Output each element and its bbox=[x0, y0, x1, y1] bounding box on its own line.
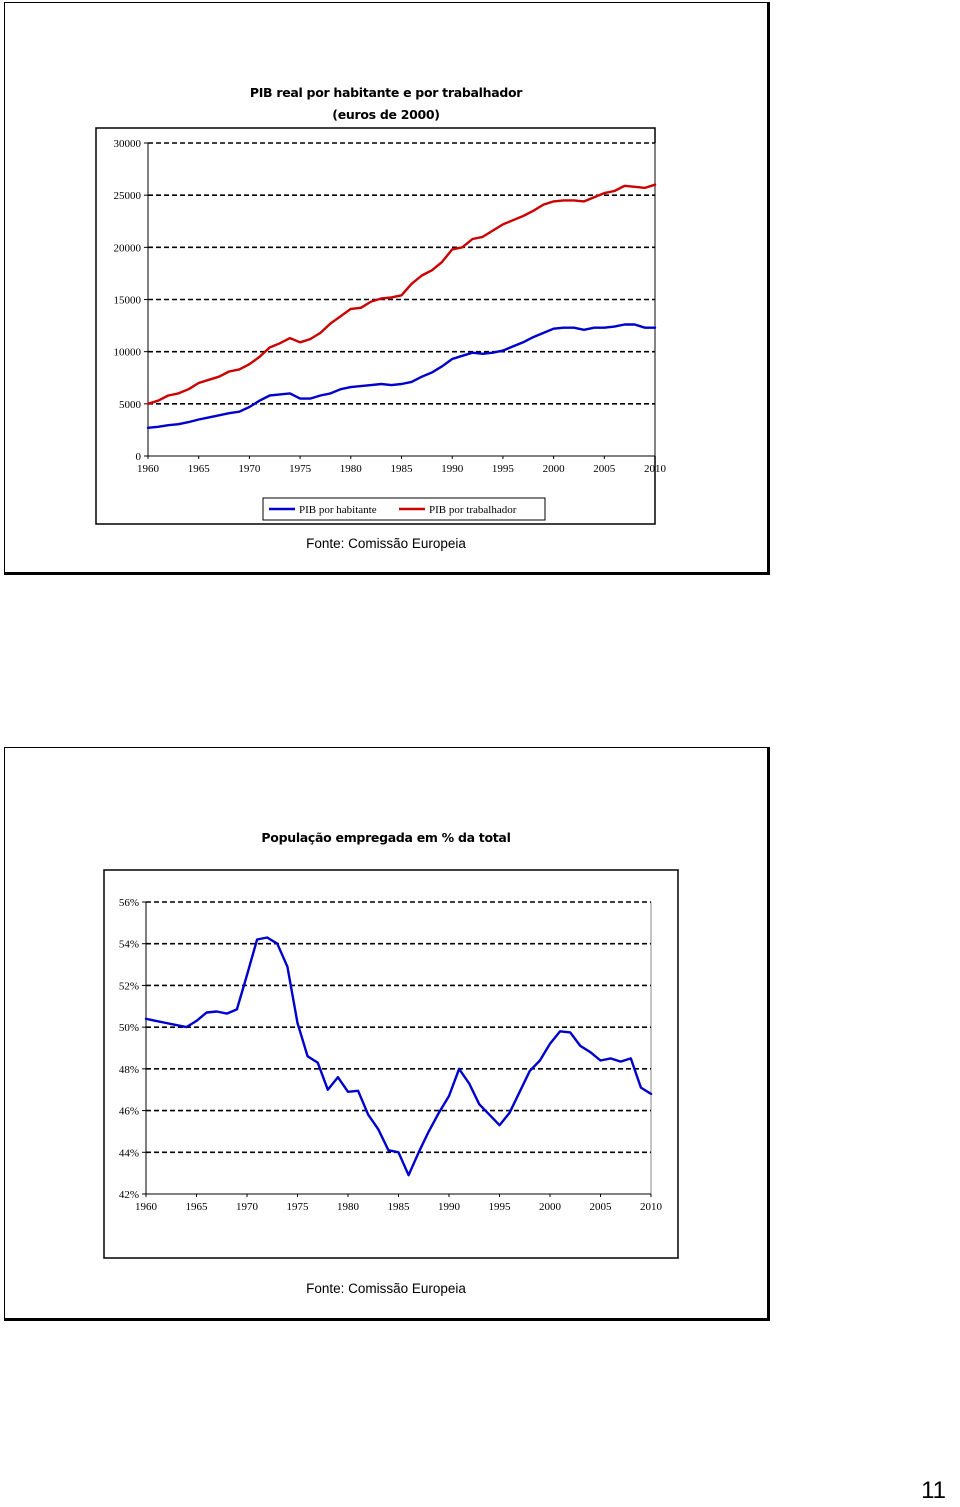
series-line bbox=[146, 938, 651, 1176]
chart-frame bbox=[96, 128, 655, 524]
y-tick-label: 56% bbox=[118, 897, 139, 909]
y-tick-label: 10000 bbox=[113, 346, 141, 359]
y-tick-label: 0 bbox=[135, 451, 141, 463]
chart-title: População empregada em % da total bbox=[261, 830, 511, 845]
y-tick-label: 54% bbox=[118, 938, 139, 951]
x-tick-label: 1965 bbox=[185, 1201, 208, 1213]
x-tick-label: 2005 bbox=[589, 1201, 612, 1213]
chart-panel-employment bbox=[4, 747, 770, 1321]
series-line bbox=[148, 185, 655, 404]
chart-title: PIB real por habitante e por trabalhador bbox=[249, 85, 523, 100]
y-tick-label: 42% bbox=[118, 1189, 139, 1201]
y-tick-label: 52% bbox=[118, 980, 139, 993]
x-tick-label: 1975 bbox=[286, 1201, 309, 1213]
y-tick-label: 15000 bbox=[113, 294, 141, 307]
y-tick-label: 48% bbox=[118, 1063, 139, 1076]
x-tick-label: 1995 bbox=[488, 1201, 511, 1213]
gdp-chart bbox=[5, 123, 767, 563]
x-tick-label: 1985 bbox=[390, 463, 413, 475]
x-tick-label: 1965 bbox=[187, 463, 210, 475]
y-tick-label: 44% bbox=[118, 1147, 139, 1160]
x-tick-label: 2010 bbox=[644, 463, 666, 475]
y-tick-label: 25000 bbox=[113, 190, 141, 203]
chart-subtitle: (euros de 2000) bbox=[332, 107, 440, 122]
x-tick-label: 1975 bbox=[289, 463, 312, 475]
chart-frame bbox=[104, 870, 678, 1258]
x-tick-label: 1980 bbox=[337, 1201, 359, 1213]
y-tick-label: 30000 bbox=[113, 138, 141, 150]
legend-label: PIB por habitante bbox=[299, 504, 377, 516]
chart-source: Fonte: Comissão Europeia bbox=[306, 1281, 466, 1296]
series-line bbox=[148, 325, 655, 428]
y-tick-label: 50% bbox=[118, 1022, 139, 1035]
x-tick-label: 1980 bbox=[339, 463, 362, 475]
x-tick-label: 1970 bbox=[238, 463, 261, 475]
x-tick-label: 1960 bbox=[137, 463, 159, 475]
x-tick-label: 2000 bbox=[539, 1201, 561, 1213]
x-tick-label: 1960 bbox=[135, 1201, 157, 1213]
employment-chart bbox=[5, 866, 767, 1266]
y-tick-label: 46% bbox=[118, 1105, 139, 1118]
x-tick-label: 2005 bbox=[593, 463, 616, 475]
x-tick-label: 1990 bbox=[441, 463, 464, 475]
x-tick-label: 2010 bbox=[640, 1201, 662, 1213]
x-tick-label: 1990 bbox=[438, 1201, 460, 1213]
x-tick-label: 1970 bbox=[236, 1201, 258, 1213]
x-tick-label: 2000 bbox=[542, 463, 565, 475]
chart-source: Fonte: Comissão Europeia bbox=[306, 536, 466, 551]
x-tick-label: 1985 bbox=[387, 1201, 410, 1213]
legend-label: PIB por trabalhador bbox=[429, 504, 517, 516]
page-number: 11 bbox=[921, 1477, 946, 1504]
y-tick-label: 20000 bbox=[113, 242, 141, 255]
x-tick-label: 1995 bbox=[491, 463, 514, 475]
y-tick-label: 5000 bbox=[119, 398, 141, 411]
chart-panel-gdp bbox=[4, 2, 770, 575]
